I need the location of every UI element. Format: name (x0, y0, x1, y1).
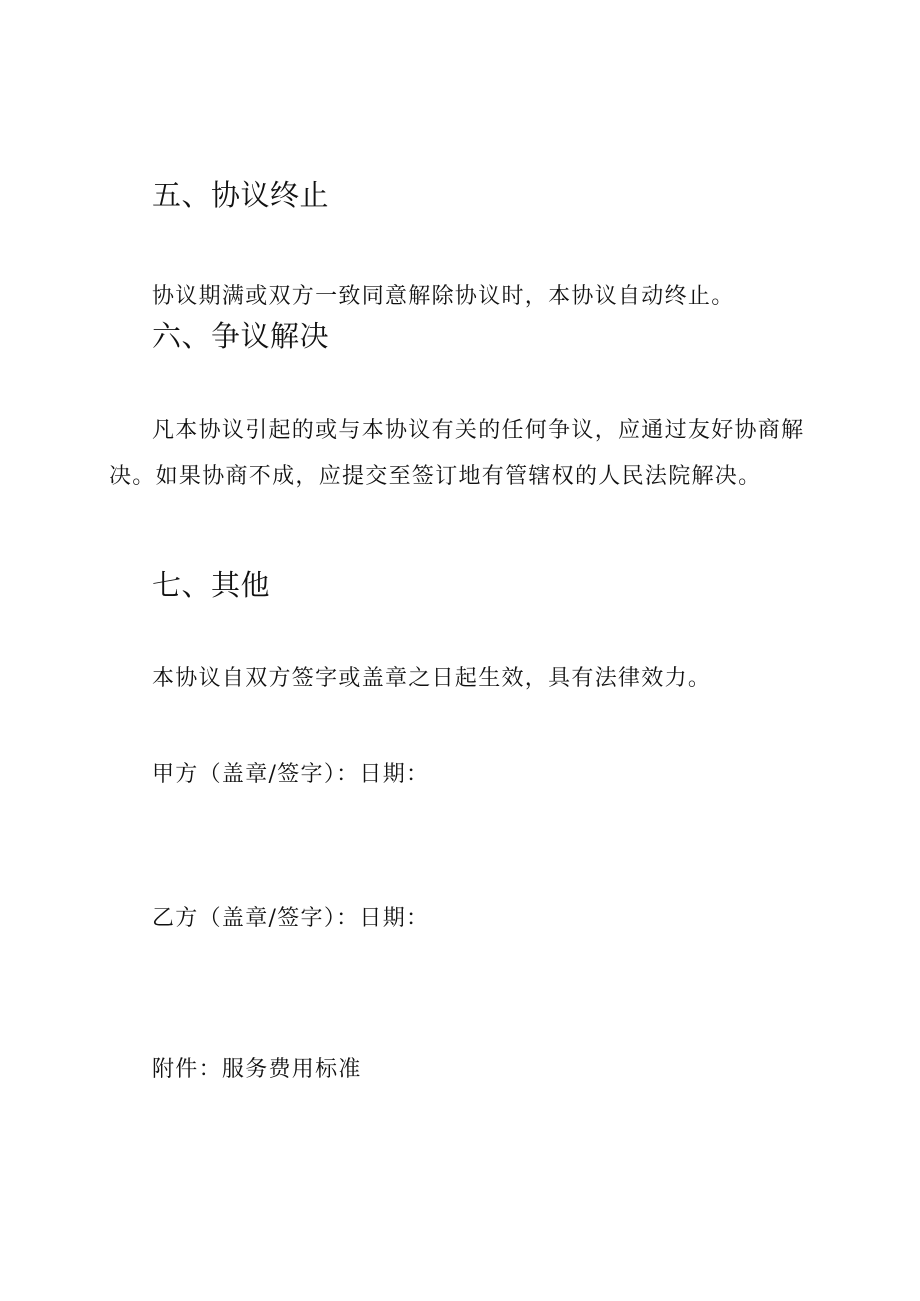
effectiveness-paragraph: 本协议自双方签字或盖章之日起生效，具有法律效力。 (152, 666, 712, 691)
section-heading-termination: 五、协议终止 (152, 178, 330, 212)
dispute-paragraph-line-2: 决。如果协商不成，应提交至签订地有管辖权的人民法院解决。 (109, 464, 762, 489)
section-heading-dispute-resolution: 六、争议解决 (152, 319, 330, 353)
termination-paragraph: 协议期满或双方一致同意解除协议时，本协议自动终止。 (152, 284, 735, 309)
party-a-signature-line: 甲方（盖章/签字）：日期： (152, 762, 430, 787)
attachment-line: 附件：服务费用标准 (152, 1057, 362, 1082)
dispute-paragraph-line-1: 凡本协议引起的或与本协议有关的任何争议，应通过友好协商解 (152, 418, 805, 443)
section-heading-other: 七、其他 (152, 568, 271, 602)
party-b-signature-line: 乙方（盖章/签字）：日期： (152, 906, 430, 931)
